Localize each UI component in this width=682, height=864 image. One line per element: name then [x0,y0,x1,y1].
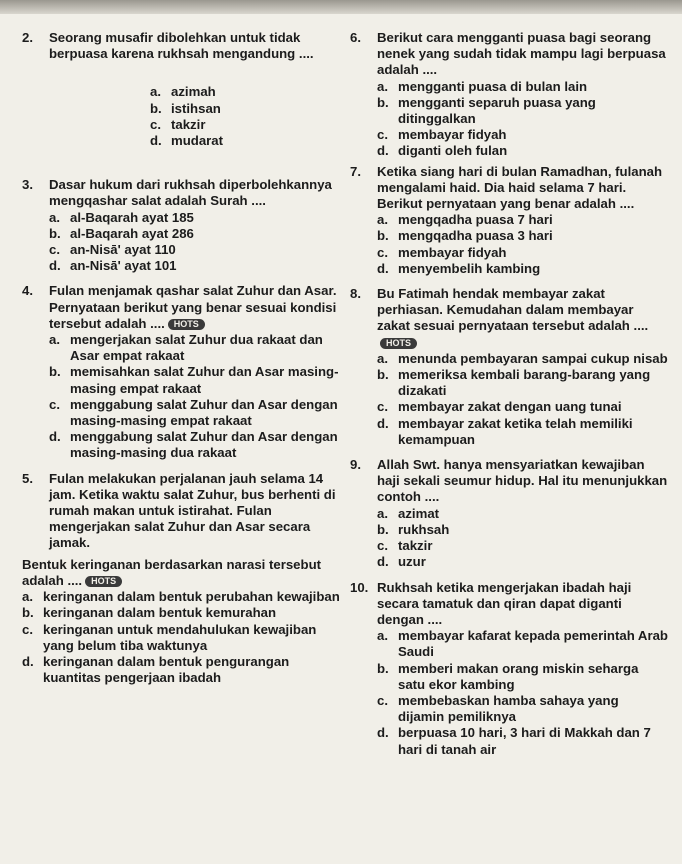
option-a[interactable]: a. azimat [377,505,440,521]
option-c[interactable]: c. menggabung salat Zuhur dan Asar dengan masing-masing empat rakaat [49,396,338,429]
option-a[interactable]: a. al-Baqarah ayat 185 [49,209,194,225]
option-a[interactable]: a. mengqadha puasa 7 hari [377,212,553,228]
question-text: Berikut cara mengganti puasa bagi seorang nenek yang sudah tidak mampu lagi berpuasa adalah .... [377,30,666,78]
question-6 [350,30,668,160]
option-a[interactable]: a. membayar kafarat kepada pemerintah Arab Saudi [377,628,668,660]
option-d[interactable]: d. an-Nisā' ayat 101 [49,258,177,274]
question-number: 9. [350,457,361,473]
question-text: Bu Fatimah hendak membayar zakat perhiasan. Kemudahan dalam membayar zakat sesuai pernyataan tersebut adalah .... [377,286,649,334]
option-a[interactable]: a. mengerjakan salat Zuhur dua rakaat dan Asar empat rakaat [49,332,323,364]
question-text: Fulan melakukan perjalanan jauh selama 14 jam. Ketika waktu salat Zuhur, bus berhenti di rumah makan untuk istirahat. Fulan mengerjakan salat Zuhur dan Asar secara jamak. [49,470,336,551]
question-10 [350,580,668,758]
question-number: 2. [22,30,33,45]
question-3 [22,177,340,274]
page-edge-shadow [0,0,682,14]
option-a[interactable]: a. keringanan dalam bentuk perubahan kewajiban [22,589,340,605]
question-number: 10. [350,579,369,595]
question-text: Seorang musafir dibolehkan untuk tidak berpuasa karena rukhsah mengandung .... [49,30,314,62]
option-d[interactable]: d. berpuasa 10 hari, 3 hari di Makkah dan 7 hari di tanah air [377,725,651,757]
question-9 [350,457,668,570]
option-b[interactable]: b. memisahkan salat Zuhur dan Asar masing-masing empat rakaat [49,364,339,396]
option-a[interactable]: a. mengganti puasa di bulan lain [377,78,588,94]
option-d[interactable]: d. menggabung salat Zuhur dan Asar dengan masing-masing dua rakaat [49,429,338,461]
right-column [350,30,668,758]
question-text: Ketika siang hari di bulan Ramadhan, fulanah mengalami haid. Dia haid selama 7 hari. Berikut pernyataan yang benar adalah .... [377,163,663,212]
option-d[interactable]: d. diganti oleh fulan [377,143,508,159]
question-text: Rukhsah ketika mengerjakan ibadah haji secara tamatuk dan qiran dapat diganti dengan .... [377,579,632,627]
question-number: 4. [22,283,33,299]
option-c[interactable]: c. membayar fidyah [377,127,507,143]
option-c[interactable]: c. takzir [150,116,206,132]
option-b[interactable]: b. istihsan [150,100,221,116]
option-b[interactable]: b. keringanan dalam bentuk kemurahan [22,605,277,621]
option-c[interactable]: c. keringanan untuk mendahulukan kewajiban yang belum tiba waktunya [22,621,317,653]
option-b[interactable]: b. mengganti separuh puasa yang ditinggalkan [377,94,596,127]
option-b[interactable]: b. memberi makan orang miskin seharga satu ekor kambing [377,660,639,692]
option-b[interactable]: b. al-Baqarah ayat 286 [49,225,194,241]
question-number: 5. [22,470,33,486]
option-a[interactable]: a. azimah [150,84,216,100]
left-column [22,30,340,686]
option-c[interactable]: c. an-Nisā' ayat 110 [49,242,176,258]
option-c[interactable]: c. membayar fidyah [377,244,507,260]
option-b[interactable]: b. memeriksa kembali barang-barang yang dizakati [377,367,651,399]
question-number: 6. [350,30,361,45]
hots-badge: HOTS [380,338,417,349]
option-a[interactable]: a. menunda pembayaran sampai cukup nisab [377,350,668,366]
hots-badge: HOTS [85,576,122,587]
question-number: 7. [350,163,361,179]
question-text: Dasar hukum dari rukhsah diperbolehkannya mengqashar salat adalah Surah .... [49,177,332,209]
question-number: 8. [350,286,361,302]
question-prompt: Bentuk keringanan berdasarkan narasi tersebut adalah .... [22,556,322,588]
question-number: 3. [22,177,33,193]
option-d[interactable]: d. menyembelih kambing [377,260,541,276]
option-b[interactable]: b. mengqadha puasa 3 hari [377,228,553,244]
question-5 [22,471,340,687]
option-d[interactable]: d. membayar zakat ketika telah memiliki kemampuan [377,415,633,447]
question-8 [350,286,668,448]
question-7 [350,164,668,277]
question-4 [22,283,340,461]
question-2 [22,30,340,149]
option-d[interactable]: d. mudarat [150,133,224,149]
option-c[interactable]: c. membebaskan hamba sahaya yang dijamin pemiliknya [377,692,619,725]
option-d[interactable]: d. uzur [377,554,426,570]
hots-badge: HOTS [168,319,205,330]
option-c[interactable]: c. takzir [377,538,433,554]
option-d[interactable]: d. keringanan dalam bentuk pengurangan kuantitas pengerjaan ibadah [22,653,290,686]
question-text: Fulan menjamak qashar salat Zuhur dan Asar. Pernyataan berikut yang benar sesuai kondisi tersebut adalah .... [49,283,337,331]
option-b[interactable]: b. rukhsah [377,521,450,537]
option-c[interactable]: c. membayar zakat dengan uang tunai [377,399,622,415]
question-text: Allah Swt. hanya mensyariatkan kewajiban haji sekali seumur hidup. Hal itu menunjukkan contoh .... [377,457,668,505]
